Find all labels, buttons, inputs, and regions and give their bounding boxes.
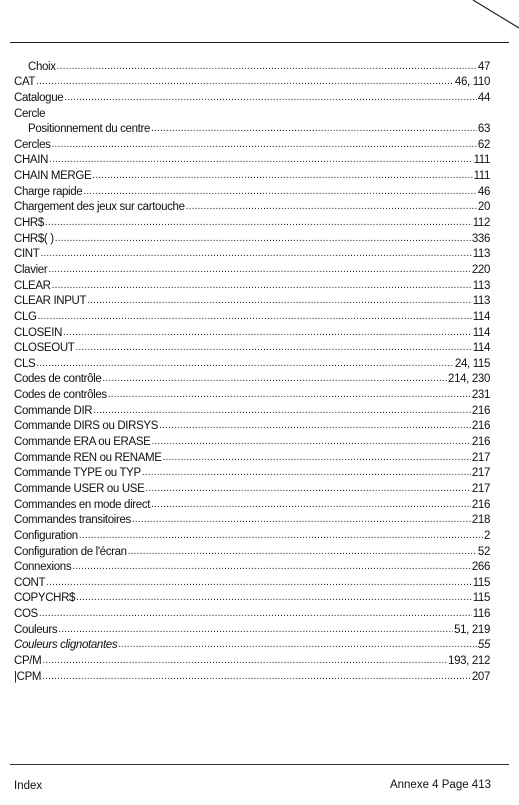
index-page-refs: 55 [477, 639, 490, 652]
index-entry [14, 433, 490, 449]
index-entry [14, 105, 490, 121]
index-page-refs: 44 [477, 91, 490, 104]
index-term: Couleurs [14, 623, 58, 636]
dot-leader [36, 75, 454, 89]
dot-leader [46, 576, 472, 590]
index-entry [14, 277, 490, 293]
top-rule [10, 42, 509, 43]
dot-leader [52, 138, 477, 152]
index-entry [14, 559, 490, 575]
dot-leader [186, 200, 477, 214]
index-page-refs: 113 [472, 279, 490, 292]
index-page-refs: 111 [473, 170, 490, 183]
index-page-refs: 217 [471, 451, 490, 464]
index-entry [14, 246, 490, 262]
index-term: Catalogue [14, 91, 64, 104]
dot-leader [159, 419, 471, 433]
index-page-refs: 113 [472, 248, 490, 261]
index-page-refs: 47 [477, 60, 490, 73]
index-term: Cercle [14, 107, 46, 120]
dot-leader [151, 435, 470, 449]
index-page-refs: 51, 219 [454, 623, 490, 636]
index-term: CLEAR INPUT [14, 295, 87, 308]
dot-leader [108, 388, 471, 402]
index-entry [14, 89, 490, 105]
index-term: CINT [14, 248, 40, 261]
index-term: Codes de contrôles [14, 389, 107, 402]
index-page-refs: 114 [472, 326, 490, 339]
index-term: Clavier [14, 263, 48, 276]
index-page-refs: 231 [471, 389, 490, 402]
index-entry [14, 621, 490, 637]
index-entry [14, 308, 490, 324]
index-entry [14, 230, 490, 246]
index-page-refs: 216 [471, 404, 490, 417]
index-page-refs: 62 [477, 138, 490, 151]
dot-leader [102, 372, 447, 386]
index-page-refs: 20 [477, 201, 490, 214]
index-term: CONT [14, 576, 46, 589]
dot-leader [132, 513, 471, 527]
index-page-refs: 116 [472, 608, 490, 621]
dot-leader [52, 279, 472, 293]
index-entry [14, 574, 490, 590]
dot-leader [83, 185, 477, 199]
index-term: Codes de contrôle [14, 373, 102, 386]
index-term: Chargement des jeux sur cartouche [14, 201, 185, 214]
index-term: Commande DIR [14, 404, 93, 417]
index-term: CHAIN MERGE [14, 170, 92, 183]
dot-leader [42, 670, 471, 684]
index-page-refs: 217 [471, 482, 490, 495]
index-list [14, 58, 490, 684]
index-term: CLOSEIN [14, 326, 63, 339]
dot-leader [76, 591, 472, 605]
index-term: Commandes transitoires [14, 514, 131, 527]
dot-leader [142, 466, 471, 480]
index-page-refs: 46 [477, 185, 490, 198]
index-term: Commande REN ou RENAME [14, 451, 162, 464]
index-page-refs: 266 [471, 561, 490, 574]
index-term: Commande TYPE ou TYP [14, 467, 141, 480]
dot-leader [87, 294, 472, 308]
dot-leader [40, 247, 471, 261]
index-term: CLG [14, 310, 37, 323]
index-entry [14, 74, 490, 90]
index-page-refs: 216 [471, 420, 490, 433]
index-page-refs: 216 [471, 436, 490, 449]
index-page-refs: 52 [477, 545, 490, 558]
index-entry [14, 58, 490, 74]
footer-page-number: Annexe 4 Page 413 [389, 779, 491, 791]
index-page-refs: 207 [471, 670, 490, 683]
index-term: Commandes en mode direct [14, 498, 151, 511]
index-term: COS [14, 608, 38, 621]
index-page-refs: 114 [472, 310, 490, 323]
index-term: Cercles [14, 138, 51, 151]
dot-leader [42, 654, 447, 668]
dot-leader [118, 638, 477, 652]
index-term: CLOSEOUT [14, 342, 75, 355]
dot-leader [145, 482, 470, 496]
dot-leader [163, 451, 471, 465]
index-entry [14, 527, 490, 543]
dot-leader [79, 529, 483, 543]
index-term: |CPM [14, 670, 42, 683]
dot-leader [63, 326, 472, 340]
index-page-refs: 217 [471, 467, 490, 480]
dot-leader [55, 232, 471, 246]
index-entry [14, 214, 490, 230]
dot-leader [64, 91, 477, 105]
dot-leader [92, 169, 472, 183]
index-page-refs: 24, 115 [454, 357, 490, 370]
index-term: CHR$ [14, 217, 44, 230]
index-page-refs: 63 [477, 123, 490, 136]
index-entry [14, 199, 490, 215]
index-page-refs: 214, 230 [448, 373, 490, 386]
index-page-refs: 46, 110 [454, 76, 490, 89]
dot-leader [58, 623, 453, 637]
index-page-refs: 216 [471, 498, 490, 511]
index-entry [14, 465, 490, 481]
footer-rule [10, 764, 509, 765]
index-entry [14, 324, 490, 340]
index-entry [14, 136, 490, 152]
index-entry [14, 261, 490, 277]
index-term: CAT [14, 76, 36, 89]
index-page-refs: 220 [471, 263, 490, 276]
index-entry [14, 590, 490, 606]
index-entry [14, 340, 490, 356]
index-term: COPYCHR$ [14, 592, 76, 605]
dot-leader [151, 122, 477, 136]
index-entry [14, 449, 490, 465]
dot-leader [57, 60, 477, 74]
dot-leader [151, 498, 471, 512]
dot-leader [72, 560, 471, 574]
index-page-refs: 2 [483, 529, 490, 542]
dot-leader [49, 153, 473, 167]
index-entry [14, 293, 490, 309]
index-page-refs: 336 [471, 232, 490, 245]
index-page-refs: 113 [472, 295, 490, 308]
index-entry [14, 543, 490, 559]
index-term: CP/M [14, 654, 42, 667]
index-page-refs: 193, 212 [448, 654, 490, 667]
index-page-refs: 115 [472, 592, 490, 605]
index-term: Couleurs clignotantes [14, 639, 118, 652]
index-page-refs: 114 [472, 342, 490, 355]
index-page-refs: 115 [472, 576, 490, 589]
index-page-refs: 111 [473, 154, 490, 167]
index-term: Commande DIRS ou DIRSYS [14, 420, 159, 433]
index-term: Choix [28, 60, 56, 73]
dot-leader [75, 341, 471, 355]
index-entry [14, 512, 490, 528]
index-term: Configuration de l'écran [14, 545, 127, 558]
index-term: Commande ERA ou ERASE [14, 436, 151, 449]
footer-section-label: Index [14, 780, 43, 792]
index-entry [14, 371, 490, 387]
index-term: Commande USER ou USE [14, 482, 145, 495]
index-term: CLS [14, 357, 36, 370]
index-term: Connexions [14, 561, 72, 574]
dot-leader [93, 404, 471, 418]
index-entry [14, 637, 490, 653]
dot-leader [45, 216, 472, 230]
index-entry [14, 418, 490, 434]
index-entry [14, 496, 490, 512]
index-entry [14, 605, 490, 621]
index-page-refs: 218 [471, 514, 490, 527]
index-term: CHR$( ) [14, 232, 54, 245]
index-term: Positionnement du centre [28, 123, 151, 136]
index-term: CHAIN [14, 154, 49, 167]
index-entry [14, 652, 490, 668]
index-entry [14, 121, 490, 137]
index-term: Configuration [14, 529, 78, 542]
index-entry [14, 167, 490, 183]
dot-leader [38, 310, 472, 324]
index-term: CLEAR [14, 279, 51, 292]
index-entry [14, 480, 490, 496]
index-term: Charge rapide [14, 185, 83, 198]
dot-leader [36, 357, 454, 371]
index-page-refs: 112 [472, 217, 490, 230]
dot-leader [128, 545, 477, 559]
index-entry [14, 152, 490, 168]
dot-leader [48, 263, 471, 277]
dot-leader [39, 607, 472, 621]
index-entry [14, 355, 490, 371]
index-entry [14, 386, 490, 402]
index-entry [14, 668, 490, 684]
index-entry [14, 402, 490, 418]
index-entry [14, 183, 490, 199]
